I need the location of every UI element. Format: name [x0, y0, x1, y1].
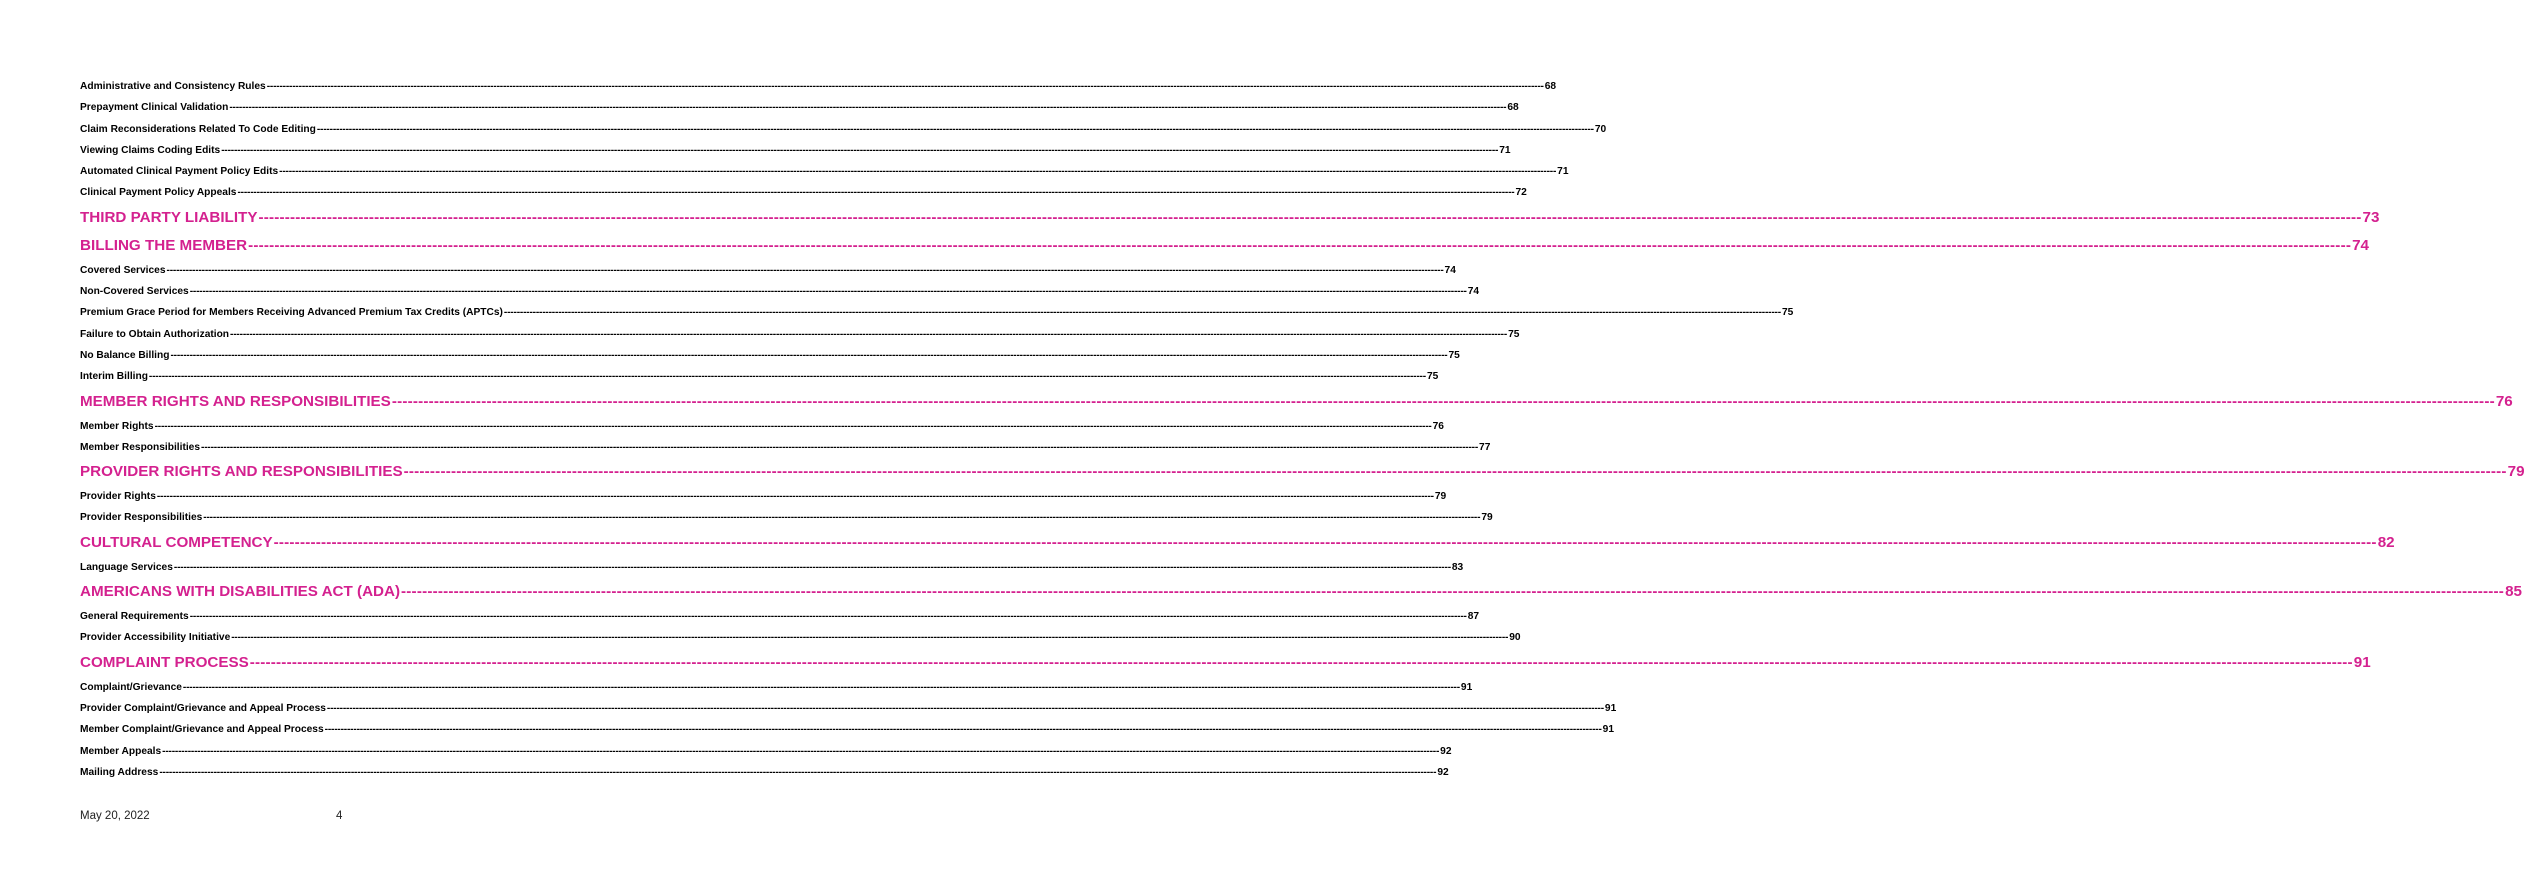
- toc-section-heading[interactable]: [80, 232, 2369, 260]
- toc-entry-page: 71: [1557, 166, 1569, 178]
- toc-entry-title: Member Complaint/Grievance and Appeal Process: [80, 724, 324, 736]
- dot-leader: ----------------------------------------------------------------------------------------------------------------------------------------------------------------------------------------------------------------------------------------------------------------------------------------------------------------------------------------------------------------------------------------------------------------: [401, 583, 2505, 601]
- dot-leader: ----------------------------------------------------------------------------------------------------------------------------------------------------------------------------------------------------------------------------------------------------------------------------------------------------------------------------------------------------------------------------------------------------------------: [279, 166, 1557, 178]
- dot-leader: ----------------------------------------------------------------------------------------------------------------------------------------------------------------------------------------------------------------------------------------------------------------------------------------------------------------------------------------------------------------------------------------------------------------: [316, 123, 1594, 135]
- dot-leader: ----------------------------------------------------------------------------------------------------------------------------------------------------------------------------------------------------------------------------------------------------------------------------------------------------------------------------------------------------------------------------------------------------------------: [273, 533, 2377, 551]
- toc-entry[interactable]: [80, 437, 1491, 458]
- toc-entry-title: Provider Accessibility Initiative: [80, 632, 231, 644]
- toc-section-heading[interactable]: [80, 649, 2371, 677]
- toc-entry[interactable]: [80, 741, 1452, 762]
- toc-entry-title: THIRD PARTY LIABILITY: [80, 208, 258, 226]
- toc-entry-page: 91: [1460, 681, 1473, 693]
- dot-leader: ----------------------------------------------------------------------------------------------------------------------------------------------------------------------------------------------------------------------------------------------------------------------------------------------------------------------------------------------------------------------------------------------------------------: [248, 236, 2352, 254]
- toc-entry-page: 68: [1507, 102, 1519, 114]
- dot-leader: ----------------------------------------------------------------------------------------------------------------------------------------------------------------------------------------------------------------------------------------------------------------------------------------------------------------------------------------------------------------------------------------------------------------: [258, 208, 2362, 226]
- toc-entry-title: PROVIDER RIGHTS AND RESPONSIBILITIES: [80, 463, 403, 481]
- toc-entry[interactable]: [80, 119, 1607, 140]
- toc-entry[interactable]: [80, 762, 1449, 783]
- dot-leader: ----------------------------------------------------------------------------------------------------------------------------------------------------------------------------------------------------------------------------------------------------------------------------------------------------------------------------------------------------------------------------------------------------------------: [201, 441, 1479, 453]
- toc-entry-page: 72: [1515, 187, 1527, 199]
- dot-leader: ----------------------------------------------------------------------------------------------------------------------------------------------------------------------------------------------------------------------------------------------------------------------------------------------------------------------------------------------------------------------------------------------------------------: [189, 286, 1467, 298]
- toc-entry[interactable]: [80, 281, 1480, 302]
- dot-leader: ----------------------------------------------------------------------------------------------------------------------------------------------------------------------------------------------------------------------------------------------------------------------------------------------------------------------------------------------------------------------------------------------------------------: [189, 611, 1467, 623]
- toc-entry[interactable]: [80, 345, 1460, 366]
- toc-entry-page: 75: [1448, 349, 1460, 361]
- toc-entry[interactable]: [80, 182, 1527, 203]
- toc-entry-page: 76: [1432, 420, 1444, 432]
- dot-leader: ----------------------------------------------------------------------------------------------------------------------------------------------------------------------------------------------------------------------------------------------------------------------------------------------------------------------------------------------------------------------------------------------------------------: [249, 653, 2353, 671]
- dot-leader: ----------------------------------------------------------------------------------------------------------------------------------------------------------------------------------------------------------------------------------------------------------------------------------------------------------------------------------------------------------------------------------------------------------------: [266, 81, 1544, 92]
- toc-section-heading[interactable]: [80, 578, 2522, 606]
- toc-section-heading[interactable]: [80, 529, 2395, 557]
- dot-leader: ----------------------------------------------------------------------------------------------------------------------------------------------------------------------------------------------------------------------------------------------------------------------------------------------------------------------------------------------------------------------------------------------------------------: [156, 491, 1434, 503]
- toc-entry-page: 79: [1481, 512, 1493, 524]
- footer-date: May 20, 2022: [80, 810, 150, 822]
- toc-entry-title: Failure to Obtain Authorization: [80, 328, 230, 340]
- dot-leader: ----------------------------------------------------------------------------------------------------------------------------------------------------------------------------------------------------------------------------------------------------------------------------------------------------------------------------------------------------------------------------------------------------------------: [229, 102, 1507, 114]
- toc-section-heading[interactable]: [80, 458, 2525, 486]
- toc-entry-page: 76: [2495, 392, 2513, 410]
- toc-entry[interactable]: [80, 677, 1473, 698]
- toc-entry-title: Clinical Payment Policy Appeals: [80, 187, 237, 199]
- toc-entry-page: 75: [1426, 371, 1439, 383]
- toc-entry-title: Member Responsibilities: [80, 441, 201, 453]
- dot-leader: ----------------------------------------------------------------------------------------------------------------------------------------------------------------------------------------------------------------------------------------------------------------------------------------------------------------------------------------------------------------------------------------------------------------: [166, 264, 1444, 276]
- toc-entry-title: Prepayment Clinical Validation: [80, 102, 229, 114]
- toc-entry-page: 92: [1440, 745, 1452, 757]
- toc-entry-title: BILLING THE MEMBER: [80, 236, 248, 254]
- toc-entry-page: 74: [2352, 236, 2369, 254]
- toc-entry[interactable]: [80, 302, 1794, 323]
- toc-entry-title: Administrative and Consistency Rules: [80, 81, 266, 92]
- toc-entry-title: AMERICANS WITH DISABILITIES ACT (ADA): [80, 583, 401, 601]
- toc-entry[interactable]: [80, 416, 1444, 437]
- toc-entry-title: Automated Clinical Payment Policy Edits: [80, 166, 279, 178]
- toc-entry-page: 74: [1467, 286, 1480, 298]
- toc-entry[interactable]: [80, 366, 1439, 387]
- dot-leader: ----------------------------------------------------------------------------------------------------------------------------------------------------------------------------------------------------------------------------------------------------------------------------------------------------------------------------------------------------------------------------------------------------------------: [182, 681, 1460, 693]
- dot-leader: ----------------------------------------------------------------------------------------------------------------------------------------------------------------------------------------------------------------------------------------------------------------------------------------------------------------------------------------------------------------------------------------------------------------: [170, 349, 1448, 361]
- toc-entry-page: 82: [2377, 533, 2395, 551]
- toc-entry-title: Non-Covered Services: [80, 286, 189, 298]
- toc-entry-page: 75: [1508, 328, 1520, 340]
- toc-entry-title: Premium Grace Period for Members Receiving Advanced Premium Tax Credits (APTCs): [80, 307, 503, 319]
- toc-entry[interactable]: [80, 557, 1464, 578]
- dot-leader: ----------------------------------------------------------------------------------------------------------------------------------------------------------------------------------------------------------------------------------------------------------------------------------------------------------------------------------------------------------------------------------------------------------------: [159, 766, 1437, 778]
- toc-entry-page: 73: [2362, 208, 2380, 226]
- toc-entry-page: 87: [1467, 611, 1480, 623]
- toc-entry-title: Member Rights: [80, 420, 154, 432]
- toc-entry-page: 91: [2353, 653, 2371, 671]
- toc-entry[interactable]: [80, 507, 1493, 528]
- dot-leader: ----------------------------------------------------------------------------------------------------------------------------------------------------------------------------------------------------------------------------------------------------------------------------------------------------------------------------------------------------------------------------------------------------------------: [162, 745, 1440, 757]
- toc-entry-title: Provider Rights: [80, 491, 156, 503]
- dot-leader: ----------------------------------------------------------------------------------------------------------------------------------------------------------------------------------------------------------------------------------------------------------------------------------------------------------------------------------------------------------------------------------------------------------------: [230, 328, 1508, 340]
- dot-leader: ----------------------------------------------------------------------------------------------------------------------------------------------------------------------------------------------------------------------------------------------------------------------------------------------------------------------------------------------------------------------------------------------------------------: [231, 632, 1509, 644]
- toc-entry-title: General Requirements: [80, 611, 189, 623]
- toc-entry-page: 92: [1437, 766, 1449, 778]
- dot-leader: ----------------------------------------------------------------------------------------------------------------------------------------------------------------------------------------------------------------------------------------------------------------------------------------------------------------------------------------------------------------------------------------------------------------: [203, 512, 1481, 524]
- dot-leader: ----------------------------------------------------------------------------------------------------------------------------------------------------------------------------------------------------------------------------------------------------------------------------------------------------------------------------------------------------------------------------------------------------------------: [237, 187, 1515, 199]
- toc-entry[interactable]: [80, 627, 1521, 648]
- toc-entry[interactable]: [80, 161, 1569, 182]
- toc-entry-page: 85: [2505, 583, 2522, 601]
- toc-entry-title: No Balance Billing: [80, 349, 170, 361]
- toc-entry[interactable]: [80, 97, 1519, 118]
- toc-entry-title: Covered Services: [80, 264, 166, 276]
- toc-entry-title: Viewing Claims Coding Edits: [80, 144, 221, 156]
- toc-entry-page: 91: [1602, 724, 1614, 736]
- toc-entry-page: 70: [1594, 123, 1607, 135]
- toc-entry-page: 90: [1509, 632, 1521, 644]
- dot-leader: ----------------------------------------------------------------------------------------------------------------------------------------------------------------------------------------------------------------------------------------------------------------------------------------------------------------------------------------------------------------------------------------------------------------: [154, 420, 1432, 432]
- toc-entry-page: 71: [1499, 144, 1511, 156]
- toc-entry-page: 68: [1544, 81, 1557, 92]
- toc-section-heading[interactable]: [80, 388, 2513, 416]
- toc-entry-page: 91: [1604, 702, 1617, 714]
- toc-entry[interactable]: [80, 140, 1511, 161]
- toc-entry-title: Member Appeals: [80, 745, 162, 757]
- dot-leader: ----------------------------------------------------------------------------------------------------------------------------------------------------------------------------------------------------------------------------------------------------------------------------------------------------------------------------------------------------------------------------------------------------------------: [326, 702, 1604, 714]
- toc-entry-title: MEMBER RIGHTS AND RESPONSIBILITIES: [80, 392, 391, 410]
- dot-leader: ----------------------------------------------------------------------------------------------------------------------------------------------------------------------------------------------------------------------------------------------------------------------------------------------------------------------------------------------------------------------------------------------------------------: [221, 144, 1499, 156]
- toc-entry-page: 77: [1479, 441, 1491, 453]
- footer-page-number: 4: [336, 810, 343, 822]
- toc-entry-title: Interim Billing: [80, 371, 148, 383]
- dot-leader: ----------------------------------------------------------------------------------------------------------------------------------------------------------------------------------------------------------------------------------------------------------------------------------------------------------------------------------------------------------------------------------------------------------------: [391, 392, 2495, 410]
- toc-entry-title: COMPLAINT PROCESS: [80, 653, 249, 671]
- toc-entry-title: CULTURAL COMPETENCY: [80, 533, 273, 551]
- dot-leader: ----------------------------------------------------------------------------------------------------------------------------------------------------------------------------------------------------------------------------------------------------------------------------------------------------------------------------------------------------------------------------------------------------------------: [503, 307, 1781, 319]
- toc-entry-title: Language Services: [80, 561, 173, 573]
- toc-entry-title: Mailing Address: [80, 766, 159, 778]
- toc-entry-title: Complaint/Grievance: [80, 681, 182, 693]
- dot-leader: ----------------------------------------------------------------------------------------------------------------------------------------------------------------------------------------------------------------------------------------------------------------------------------------------------------------------------------------------------------------------------------------------------------------: [403, 463, 2507, 481]
- toc-entry[interactable]: [80, 606, 1480, 627]
- toc-entry-page: 74: [1444, 264, 1456, 276]
- toc-entry[interactable]: [80, 698, 1617, 719]
- toc-entry[interactable]: [80, 324, 1520, 345]
- toc-entry[interactable]: [80, 719, 1614, 740]
- toc-entry-page: 79: [2507, 463, 2525, 481]
- table-of-contents: [80, 76, 2525, 783]
- toc-entry-page: 83: [1451, 561, 1464, 573]
- dot-leader: ----------------------------------------------------------------------------------------------------------------------------------------------------------------------------------------------------------------------------------------------------------------------------------------------------------------------------------------------------------------------------------------------------------------: [324, 724, 1602, 736]
- toc-entry-title: Provider Responsibilities: [80, 512, 203, 524]
- toc-entry[interactable]: [80, 76, 1557, 97]
- toc-entry-page: 75: [1781, 307, 1794, 319]
- toc-section-heading[interactable]: [80, 204, 2380, 232]
- dot-leader: ----------------------------------------------------------------------------------------------------------------------------------------------------------------------------------------------------------------------------------------------------------------------------------------------------------------------------------------------------------------------------------------------------------------: [173, 561, 1451, 573]
- toc-entry-page: 79: [1434, 491, 1447, 503]
- toc-entry[interactable]: [80, 260, 1456, 281]
- toc-entry[interactable]: [80, 486, 1447, 507]
- toc-entry-title: Claim Reconsiderations Related To Code Editing: [80, 123, 316, 135]
- dot-leader: ----------------------------------------------------------------------------------------------------------------------------------------------------------------------------------------------------------------------------------------------------------------------------------------------------------------------------------------------------------------------------------------------------------------: [148, 371, 1426, 383]
- toc-entry-title: Provider Complaint/Grievance and Appeal Process: [80, 702, 326, 714]
